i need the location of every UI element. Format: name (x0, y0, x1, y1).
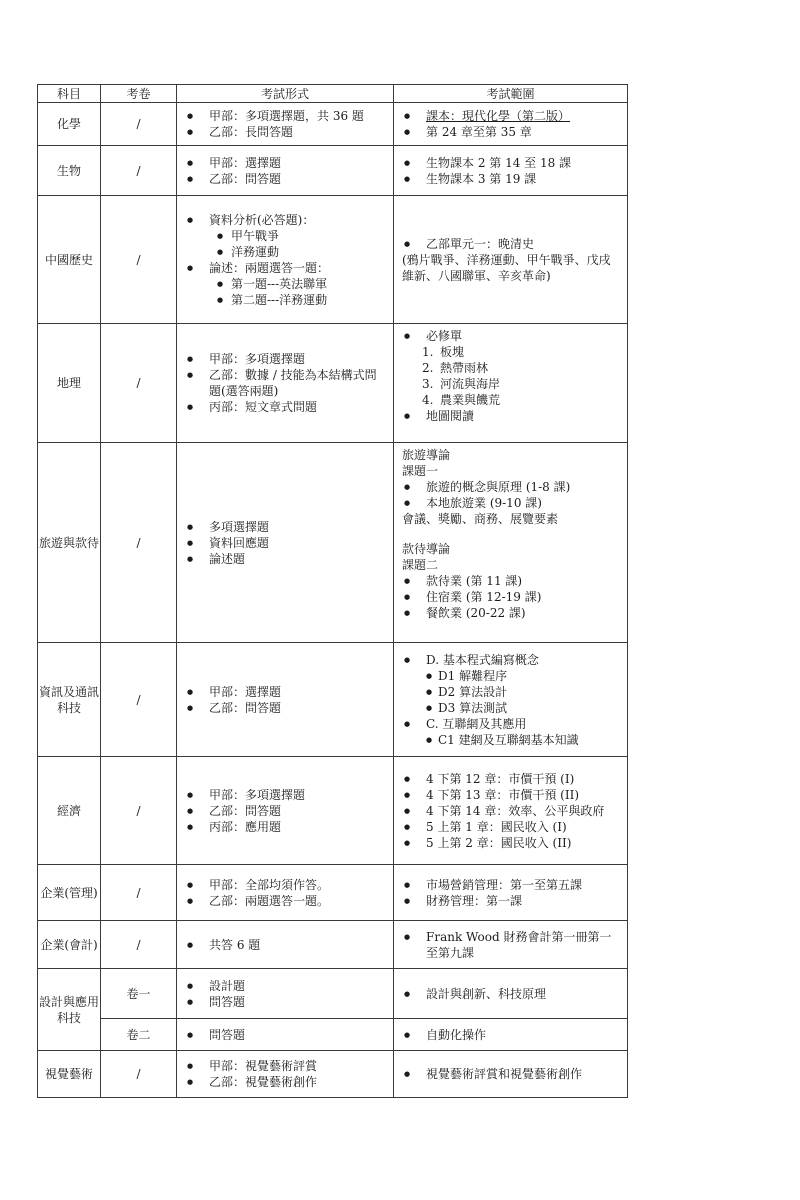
scope-cell (394, 324, 628, 443)
list-item: ● 旅遊的概念與原理 (1-8 課) (402, 479, 621, 495)
subject-name: 資訊及通訊科技 (38, 643, 101, 757)
subject-name: 企業(會計) (38, 921, 101, 969)
list-item: ● D1 解難程序 (424, 668, 621, 684)
scope-cell (394, 1019, 628, 1051)
paper-mark: / (101, 146, 177, 196)
topic-label: 課題二 (402, 558, 439, 572)
list-item: ● 乙部單元一：晚清史 (402, 236, 621, 252)
paper-mark: / (101, 643, 177, 757)
list-item: ● 生物課本 3 第 19 課 (402, 171, 621, 187)
list-item: ● 丙部：應用題 (185, 819, 387, 835)
list-item: ● 4 下第 14 章：效率、公平與政府 (402, 803, 621, 819)
list-item: ● 共答 6 題 (185, 937, 387, 953)
list-item: ● 乙部：數據 / 技能為本結構式問題(選答兩題) (185, 367, 387, 399)
list-item: ● 洋務運動 (215, 244, 387, 260)
list-item: ● 甲部：選擇題 (185, 155, 387, 171)
list-item: ● Frank Wood 財務會計第一冊第一至第九課 (402, 929, 621, 961)
list-item: ● 甲部：多項選擇題 (185, 787, 387, 803)
scope-cell (394, 969, 628, 1019)
row-visual-arts (38, 1051, 628, 1098)
list-item: ● C. 互聯網及其應用 (402, 716, 621, 732)
list-item: ● 乙部：視覺藝術創作 (185, 1074, 387, 1090)
list-item: ● 住宿業 (第 12-19 課) (402, 589, 621, 605)
list-item: ● 乙部：問答題 (185, 171, 387, 187)
section-title: 旅遊導論 (402, 448, 451, 462)
paper-mark: / (101, 865, 177, 921)
list-item: ● 乙部：兩題選答一題。 (185, 893, 387, 909)
list-item: ● 資料分析(必答題)： (185, 212, 387, 228)
paper-label: 卷二 (101, 1019, 177, 1051)
list-item: 1. 板塊 (422, 345, 465, 359)
list-item: ● 甲午戰爭 (215, 228, 387, 244)
paper-mark: / (101, 196, 177, 324)
scope-cell (394, 443, 628, 643)
list-item: 4. 農業與饑荒 (422, 393, 501, 407)
list-item: ● 甲部：選擇題 (185, 684, 387, 700)
row-tourism (38, 443, 628, 643)
paper-mark: / (101, 921, 177, 969)
header-format: 考試形式 (177, 85, 394, 103)
list-item: ● 丙部：短文章式問題 (185, 399, 387, 415)
scope-cell (394, 146, 628, 196)
format-cell (177, 146, 394, 196)
subject-name: 經濟 (38, 757, 101, 865)
format-cell (177, 1019, 394, 1051)
paper-mark: / (101, 324, 177, 443)
list-item: ● 視覺藝術評賞和視覺藝術創作 (402, 1066, 621, 1082)
row-chinese-history (38, 196, 628, 324)
list-item: ● 必修單 (402, 328, 621, 344)
format-cell (177, 643, 394, 757)
format-cell (177, 865, 394, 921)
list-item: ● 款待業 (第 11 課) (402, 573, 621, 589)
list-item: ● 乙部：問答題 (185, 803, 387, 819)
list-item: ● 生物課本 2 第 14 至 18 課 (402, 155, 621, 171)
row-economics (38, 757, 628, 865)
list-item: ● 自動化操作 (402, 1027, 621, 1043)
paper-mark: / (101, 103, 177, 146)
row-dat-paper2 (38, 1019, 628, 1051)
paper-label: 卷一 (101, 969, 177, 1019)
row-bafs-accounting (38, 921, 628, 969)
list-item: ● 甲部：多項選擇題，共 36 題 (185, 108, 387, 124)
scope-detail: (鴉片戰爭、洋務運動、甲午戰爭、戊戌維新、八國聯軍、辛亥革命) (402, 252, 611, 283)
format-cell (177, 1051, 394, 1098)
format-cell (177, 757, 394, 865)
row-chemistry (38, 103, 628, 146)
row-ict (38, 643, 628, 757)
list-item: 3. 河流與海岸 (422, 377, 501, 391)
topic-label: 課題一 (402, 464, 439, 478)
list-item: ● 論述：兩題選答一題： (185, 260, 387, 276)
list-item: ● 甲部：多項選擇題 (185, 351, 387, 367)
list-item: ● 問答題 (185, 1027, 387, 1043)
list-item: ● 設計與創新、科技原理 (402, 986, 621, 1002)
format-cell (177, 443, 394, 643)
list-item: ● 甲部：全部均須作答。 (185, 877, 387, 893)
paper-mark: / (101, 757, 177, 865)
format-cell (177, 196, 394, 324)
list-item: ● 乙部：問答題 (185, 700, 387, 716)
list-item: 2. 熱帶雨林 (422, 361, 489, 375)
list-item: ● 本地旅遊業 (9-10 課) (402, 495, 621, 511)
list-item: ● 第一題---英法聯軍 (215, 276, 387, 292)
header-subject: 科目 (38, 85, 101, 103)
row-geography (38, 324, 628, 443)
list-item: ● 4 下第 12 章：市價干預 (I) (402, 771, 621, 787)
subject-name: 地理 (38, 324, 101, 443)
scope-cell (394, 757, 628, 865)
header-row (38, 85, 628, 103)
paper-mark: / (101, 1051, 177, 1098)
subject-name: 視覺藝術 (38, 1051, 101, 1098)
header-paper: 考卷 (101, 85, 177, 103)
subject-name: 旅遊與款待 (38, 443, 101, 643)
list-item: ● 乙部：長問答題 (185, 124, 387, 140)
row-biology (38, 146, 628, 196)
list-item: ● 市場營銷管理：第一至第五課 (402, 877, 621, 893)
list-item: ● 論述題 (185, 551, 387, 567)
list-item: ● 第二題---洋務運動 (215, 292, 387, 308)
format-cell (177, 969, 394, 1019)
scope-cell (394, 103, 628, 146)
list-item: ● 課本：現代化學（第二版） (402, 108, 621, 124)
exam-scope-table (37, 84, 628, 1098)
subject-name: 化學 (38, 103, 101, 146)
list-item: ● 甲部：視覺藝術評賞 (185, 1058, 387, 1074)
subject-name: 設計與應用科技 (38, 969, 101, 1051)
list-item: ● 餐飲業 (20-22 課) (402, 605, 621, 621)
list-item: ● D. 基本程式編寫概念 (402, 652, 621, 668)
row-dat-paper1 (38, 969, 628, 1019)
scope-note: 會議、獎勵、商務、展覽要素 (402, 512, 559, 526)
list-item: ● 5 上第 2 章：國民收入 (II) (402, 835, 621, 851)
list-item: ● 第 24 章至第 35 章 (402, 124, 621, 140)
list-item: ● D3 算法測試 (424, 700, 621, 716)
format-cell (177, 324, 394, 443)
list-item: ● 4 下第 13 章：市價干預 (II) (402, 787, 621, 803)
list-item: ● 問答題 (185, 994, 387, 1010)
subject-name: 生物 (38, 146, 101, 196)
header-scope: 考試範圍 (394, 85, 628, 103)
row-bafs-management (38, 865, 628, 921)
scope-cell (394, 196, 628, 324)
list-item: ● 地圖閱讀 (402, 408, 621, 424)
list-item: ● C1 建網及互聯網基本知識 (424, 732, 621, 748)
subject-name: 企業(管理) (38, 865, 101, 921)
scope-cell (394, 865, 628, 921)
list-item: ● D2 算法設計 (424, 684, 621, 700)
scope-cell (394, 921, 628, 969)
list-item: ● 資料回應題 (185, 535, 387, 551)
list-item: ● 5 上第 1 章：國民收入 (I) (402, 819, 621, 835)
paper-mark: / (101, 443, 177, 643)
section-title: 款待導論 (402, 542, 451, 556)
list-item: ● 多項選擇題 (185, 519, 387, 535)
subject-name: 中國歷史 (38, 196, 101, 324)
format-cell (177, 921, 394, 969)
format-cell (177, 103, 394, 146)
list-item: ● 設計題 (185, 978, 387, 994)
list-item: ● 財務管理：第一課 (402, 893, 621, 909)
scope-cell (394, 643, 628, 757)
scope-cell (394, 1051, 628, 1098)
